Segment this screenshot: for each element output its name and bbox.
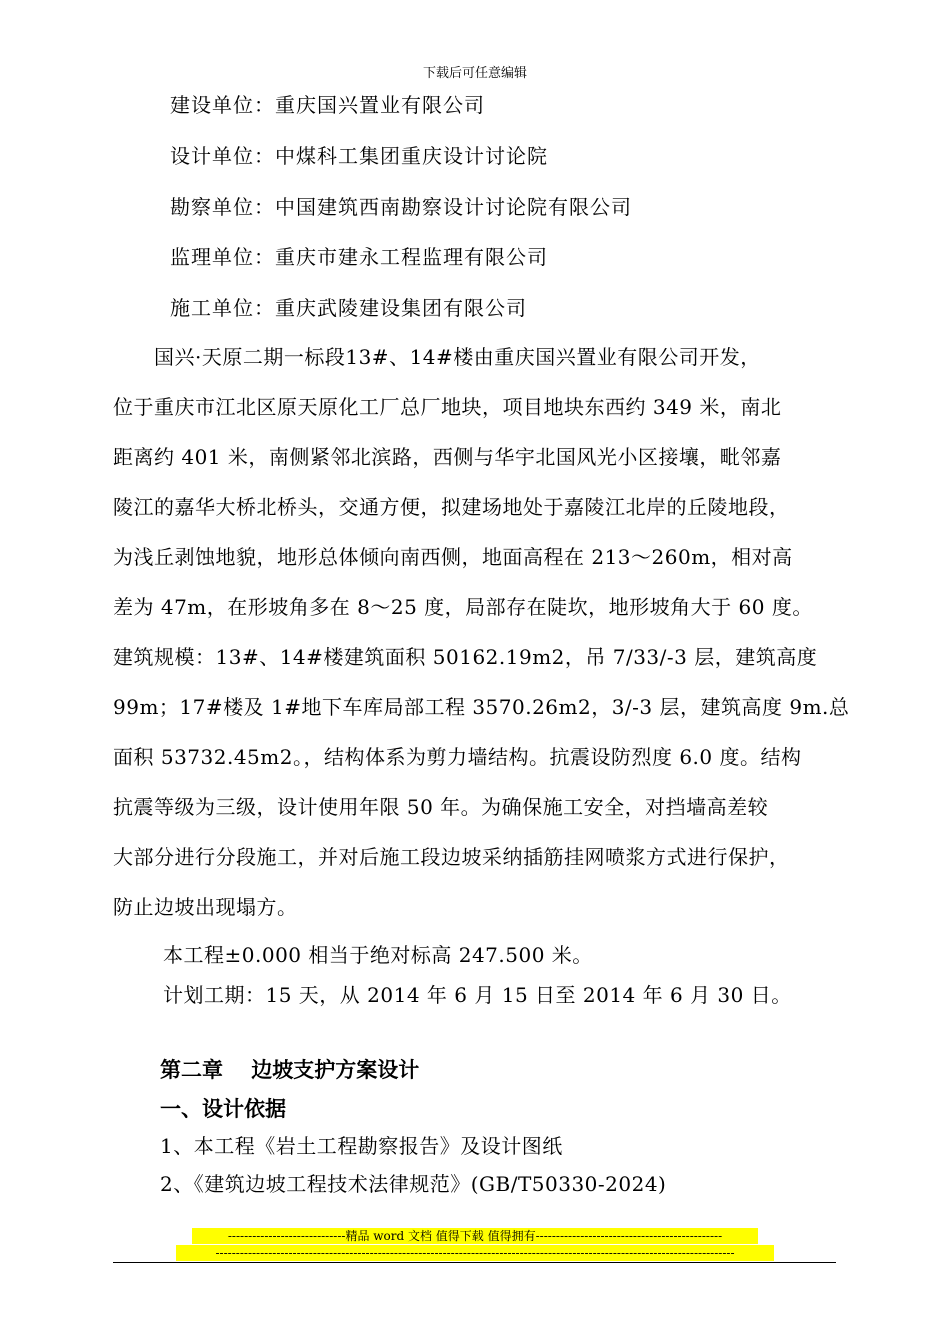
chapter-title: 第二章 边坡支护方案设计 [160,1058,420,1082]
paragraph-line: 为浅丘剥蚀地貌，地形总体倾向南西侧，地面高程在 213～260m，相对高 [113,545,793,569]
construction-unit: 建设单位：重庆国兴置业有限公司 [170,93,485,117]
basis-item-2: 2、《建筑边坡工程技术法律规范》(GB/T50330-2024) [160,1172,667,1196]
contractor-unit: 施工单位：重庆武陵建设集团有限公司 [170,296,527,320]
paragraph-line: 防止边坡出现塌方。 [113,895,298,919]
survey-unit: 勘察单位：中国建筑西南勘察设计讨论院有限公司 [170,195,632,219]
section-title: 一、设计依据 [160,1097,286,1121]
footer-rule [113,1262,836,1263]
paragraph-line: 抗震等级为三级，设计使用年限 50 年。为确保施工安全，对挡墙高差较 [113,795,769,819]
paragraph-line: 建筑规模：13#、14#楼建筑面积 50162.19m2，吊 7/33/-3 层，建筑高度 [113,645,818,669]
paragraph-line: 陵江的嘉华大桥北桥头，交通方便，拟建场地处于嘉陵江北岸的丘陵地段， [113,495,790,519]
paragraph-line: 距离约 401 米，南侧紧邻北滨路，西侧与华宇北国风光小区接壤，毗邻嘉 [113,445,782,469]
supervision-unit: 监理单位：重庆市建永工程监理有限公司 [170,245,548,269]
footer-banner-line-1: -----------------------------精品 word 文档 值得下载 值得拥有---------------------------------------------- [192,1228,758,1244]
paragraph-line: 大部分进行分段施工，并对后施工段边坡采纳插筋挂网喷浆方式进行保护， [113,845,790,869]
paragraph-line: 位于重庆市江北区原天原化工厂总厂地块，项目地块东西约 349 米，南北 [113,395,782,419]
schedule-note: 计划工期：15 天，从 2014 年 6 月 15 日至 2014 年 6 月 30 日。 [163,983,792,1007]
elevation-note: 本工程±0.000 相当于绝对标高 247.500 米。 [163,943,593,967]
basis-item-1: 1、本工程《岩土工程勘察报告》及设计图纸 [160,1134,563,1158]
paragraph-line: 面积 53732.45m2。，结构体系为剪力墙结构。抗震设防烈度 6.0 度。结构 [113,745,802,769]
project-overview-paragraph [113,332,850,932]
paragraph-line: 国兴·天原二期一标段13#、14#楼由重庆国兴置业有限公司开发， [113,345,761,369]
design-unit: 设计单位：中煤科工集团重庆设计讨论院 [170,144,548,168]
paragraph-line: 差为 47m，在形坡角多在 8～25 度，局部存在陡坎，地形坡角大于 60 度。 [113,595,813,619]
paragraph-line: 99m；17#楼及 1#地下车库局部工程 3570.26m2，3/-3 层，建筑高度 9m.总 [113,695,850,719]
footer-banner-line-2: -------------------------------------------------------------------------------------------------------------------------------- [176,1245,774,1261]
header-note: 下载后可任意编辑 [422,66,527,81]
